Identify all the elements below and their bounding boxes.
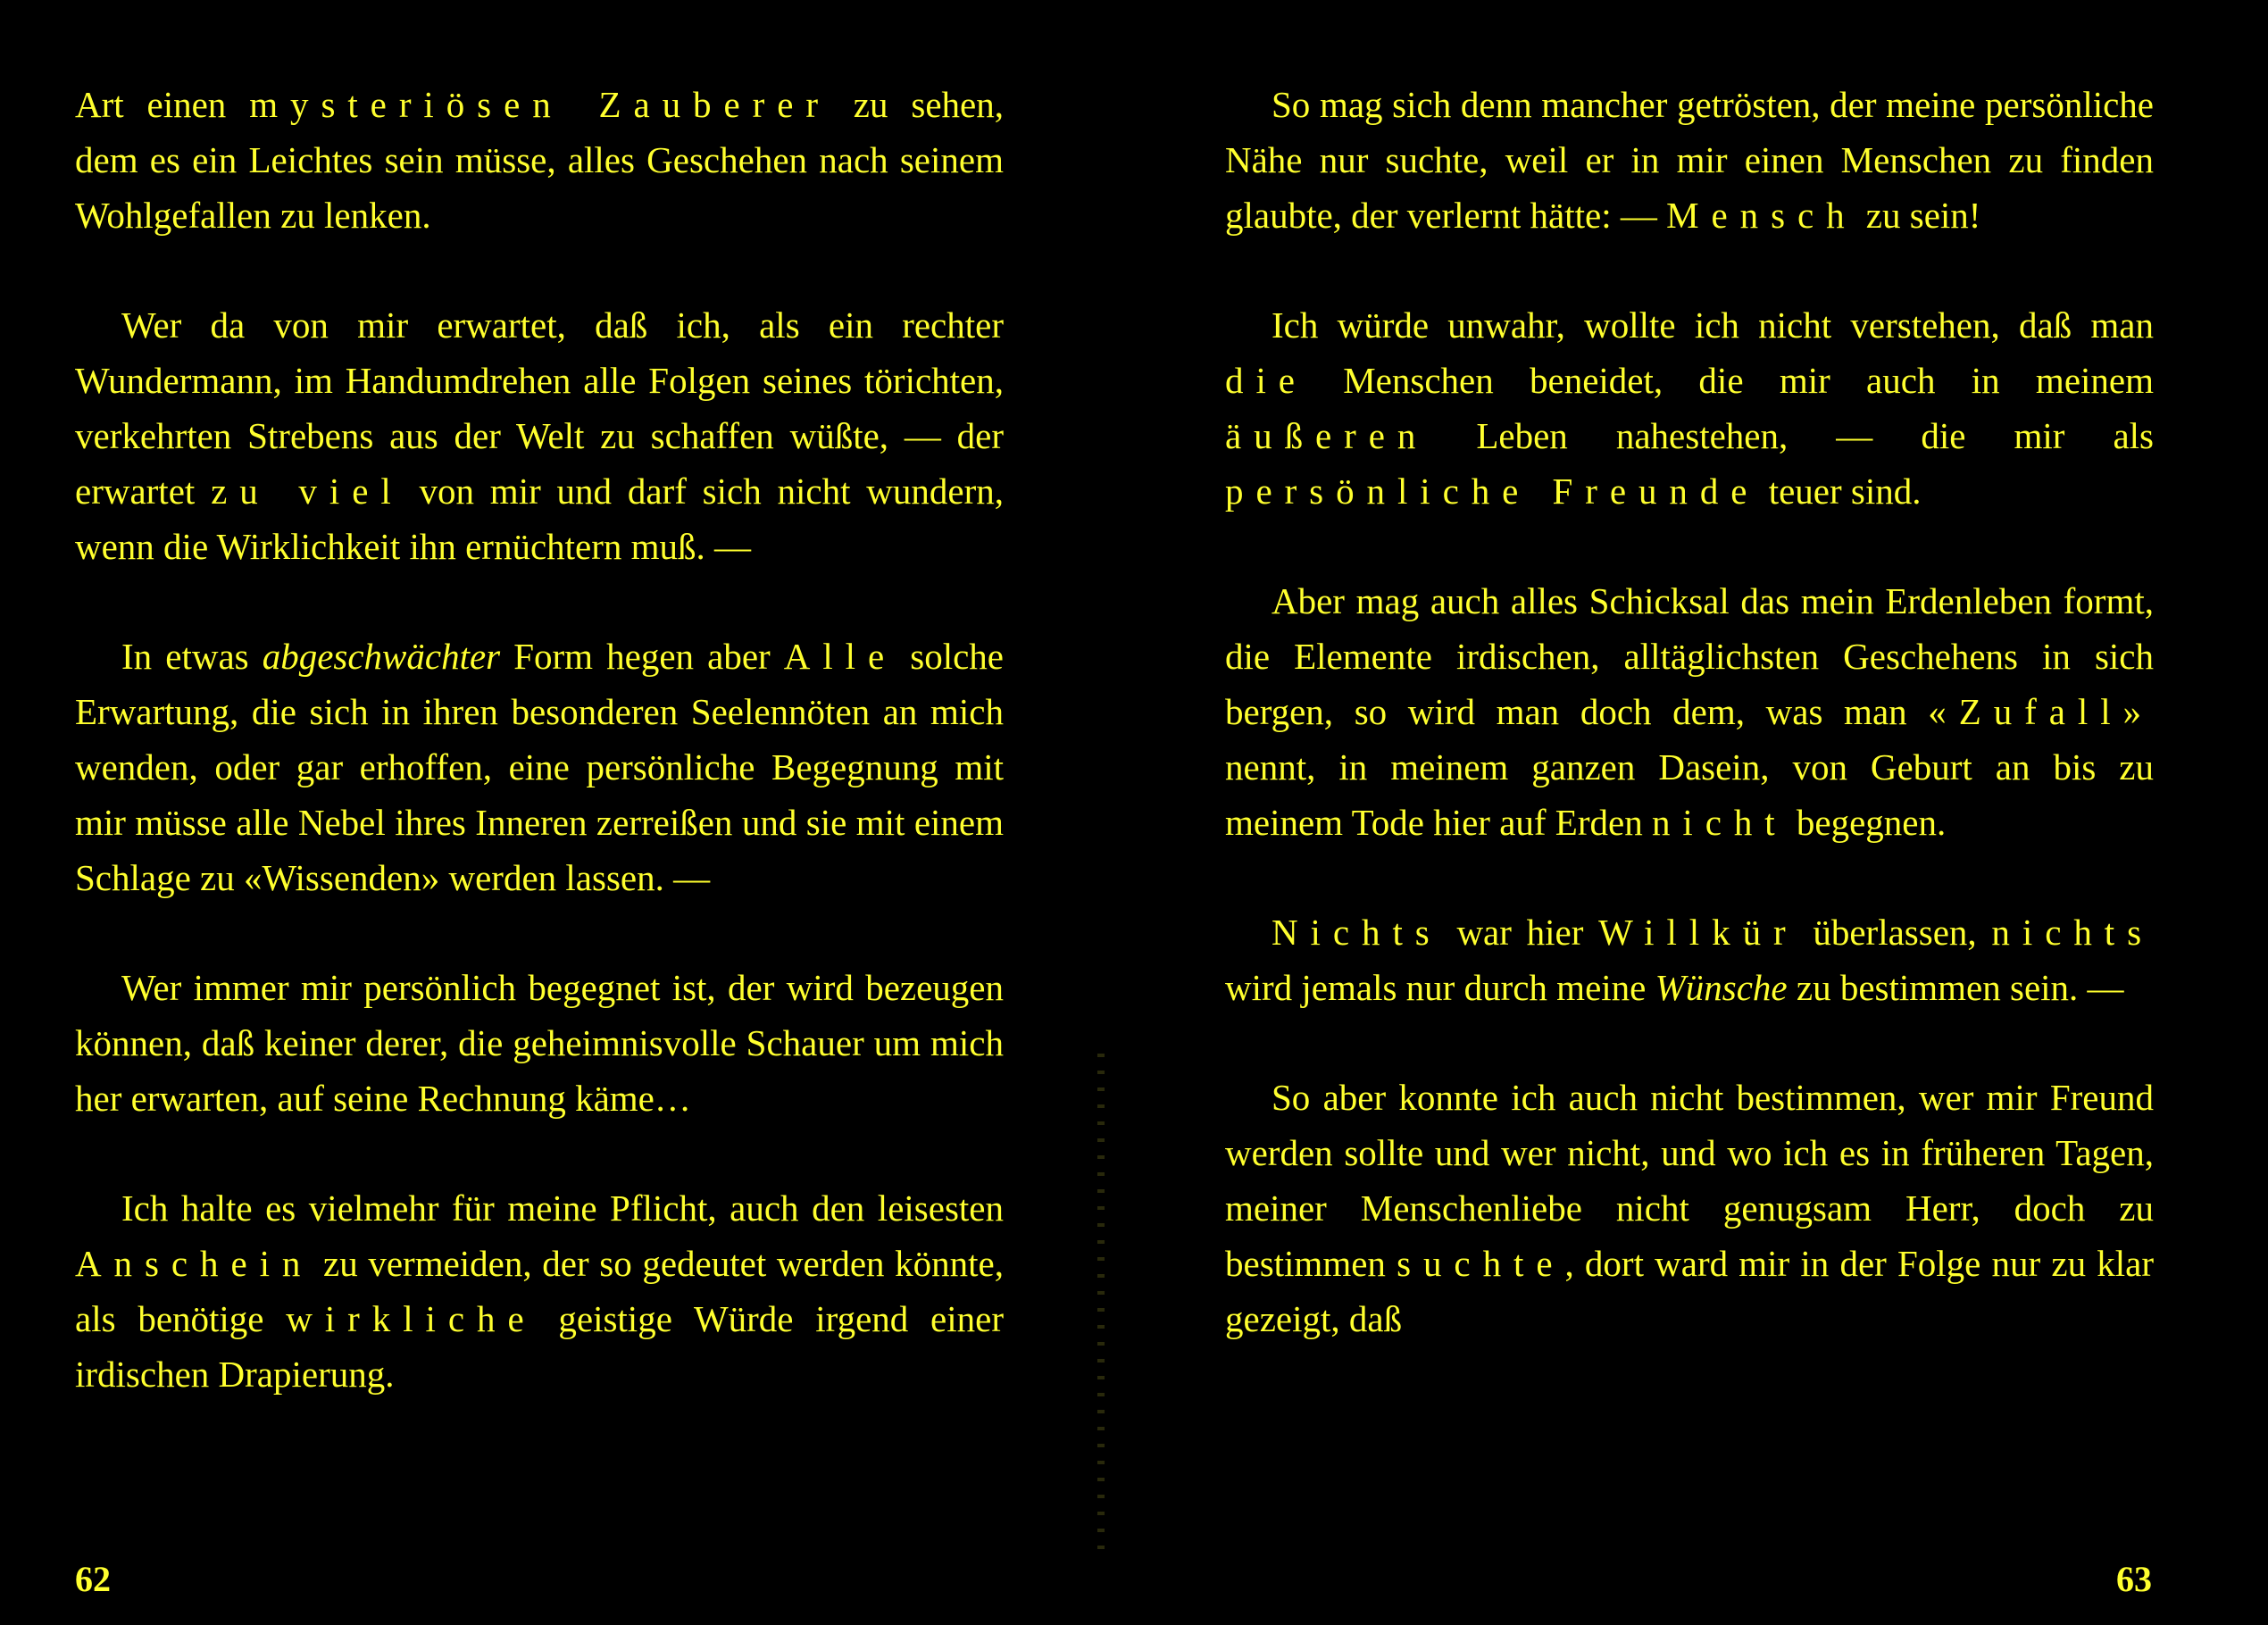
text-run: nennt, in meinem ganzen Dasein, von Geburt an bis zu meinem Tode hier auf Erden [1225, 746, 2154, 843]
paragraph [1225, 77, 2154, 243]
paragraph [1225, 1070, 2154, 1346]
text-run: Wer immer mir persönlich begegnet ist, der wird bezeugen können, daß keiner derer, die geheimnisvolle Schauer um mich her erwarten, auf seine Rechnung käme… [75, 967, 1004, 1119]
spaced-emphasis: nichts [1991, 912, 2154, 953]
spaced-emphasis: Anschein [75, 1243, 313, 1284]
text-run: überlassen, [1797, 912, 1992, 953]
spaced-emphasis: wirkliche [286, 1298, 537, 1339]
text-run: begegnen. [1787, 802, 1947, 843]
text-run: Ich würde unwahr, wollte ich nicht verstehen, daß man [1272, 304, 2154, 346]
text-run: Wer da von mir erwartet, daß ich, als ein rechter Wundermann, im Handumdrehen alle Folgen seines törichten, verkehrten Strebens aus der Welt zu schaffen wüßte, — der erwartet [75, 304, 1004, 512]
page-number: 63 [2116, 1559, 2152, 1599]
spaced-emphasis: mysteriösen Zauberer [249, 84, 830, 125]
text-run: teuer sind. [1759, 471, 1922, 512]
paragraph [75, 297, 1004, 574]
text-run: , dort ward mir in der Folge nur zu klar gezeigt, daß [1225, 1243, 2154, 1339]
right-page [1161, 0, 2268, 1625]
spaced-emphasis: Willkür [1598, 912, 1798, 953]
italic-emphasis: Wünsche [1655, 967, 1788, 1008]
left-text-column [75, 77, 1004, 1456]
italic-emphasis: abgeschwächter [262, 636, 501, 677]
left-page [0, 0, 1107, 1625]
paragraph [1225, 297, 2154, 519]
right-text-column [1225, 77, 2154, 1401]
spaced-emphasis: Alle [783, 636, 897, 677]
text-run: zu bestimmen sein. — [1787, 967, 2124, 1008]
paragraph [1225, 573, 2154, 850]
text-run: Ich halte es vielmehr für meine Pflicht, auch den leisesten [121, 1188, 1004, 1229]
gutter-fold [1097, 1054, 1105, 1554]
text-run: zu vermeiden, der so gedeutet werden könnte, als benötige [75, 1243, 1004, 1339]
text-run: von mir und darf sich nicht wundern, wenn die Wirklichkeit ihn ernüchtern muß. — [75, 471, 1005, 567]
text-run: So mag sich denn mancher getrösten, der meine persönliche Nähe nur suchte, weil er in mir einen Menschen zu finden glaubte, der verlernt hätte: — [1225, 84, 2154, 236]
text-run: Aber mag auch alles Schicksal das mein Erdenleben formt, die Elemente irdischen, alltäglichsten Geschehens in sich bergen, so wird man doch dem, was man [1225, 580, 2154, 732]
paragraph [75, 960, 1004, 1126]
text-run: wird jemals nur durch meine [1225, 967, 1655, 1008]
paragraph [75, 629, 1004, 905]
text-run: Art einen [75, 84, 250, 125]
spaced-emphasis: zu viel [211, 471, 404, 512]
paragraph [75, 1180, 1004, 1402]
text-run: So aber konnte ich auch nicht bestimmen, wer mir Freund werden sollte und wer nicht, und wo ich es in früheren Tagen, meiner Menschenliebe nicht genugsam Herr, doch zu bestimmen [1225, 1077, 2154, 1284]
spaced-emphasis: äußeren [1225, 415, 1429, 456]
text-run: Form hegen aber [500, 636, 784, 677]
text-run: zu sein! [1856, 195, 1981, 236]
spaced-emphasis: die [1225, 360, 1307, 401]
spaced-emphasis: Nichts [1272, 912, 1442, 953]
spaced-emphasis: Mensch [1666, 195, 1857, 236]
spaced-emphasis: «Zufall» [1928, 691, 2154, 732]
spaced-emphasis: suchte [1397, 1243, 1565, 1284]
text-run: Leben nahestehen, — die mir als [1428, 415, 2154, 456]
text-run: Menschen beneidet, die mir auch in meinem [1306, 360, 2154, 401]
paragraph [75, 77, 1004, 243]
page-number: 62 [75, 1559, 111, 1599]
text-run: geistige Würde irgend einer irdischen Drapierung. [75, 1298, 1004, 1395]
text-run: In etwas [121, 636, 263, 677]
text-run: solche Erwartung, die sich in ihren besonderen Seelennöten an mich wenden, oder gar erhoffen, eine persönliche Begegnung mit mir müsse alle Nebel ihres Inneren zerreißen und sie mit einem Schlage zu «Wissenden» werden lassen. — [75, 636, 1004, 898]
text-run: war hier [1441, 912, 1599, 953]
spaced-emphasis: nicht [1651, 802, 1788, 843]
spaced-emphasis: persönliche Freunde [1225, 471, 1760, 512]
text-run: zu sehen, dem es ein Leichtes sein müsse, alles Geschehen nach seinem Wohlgefallen zu lenken. [75, 84, 1004, 236]
paragraph [1225, 904, 2154, 1015]
